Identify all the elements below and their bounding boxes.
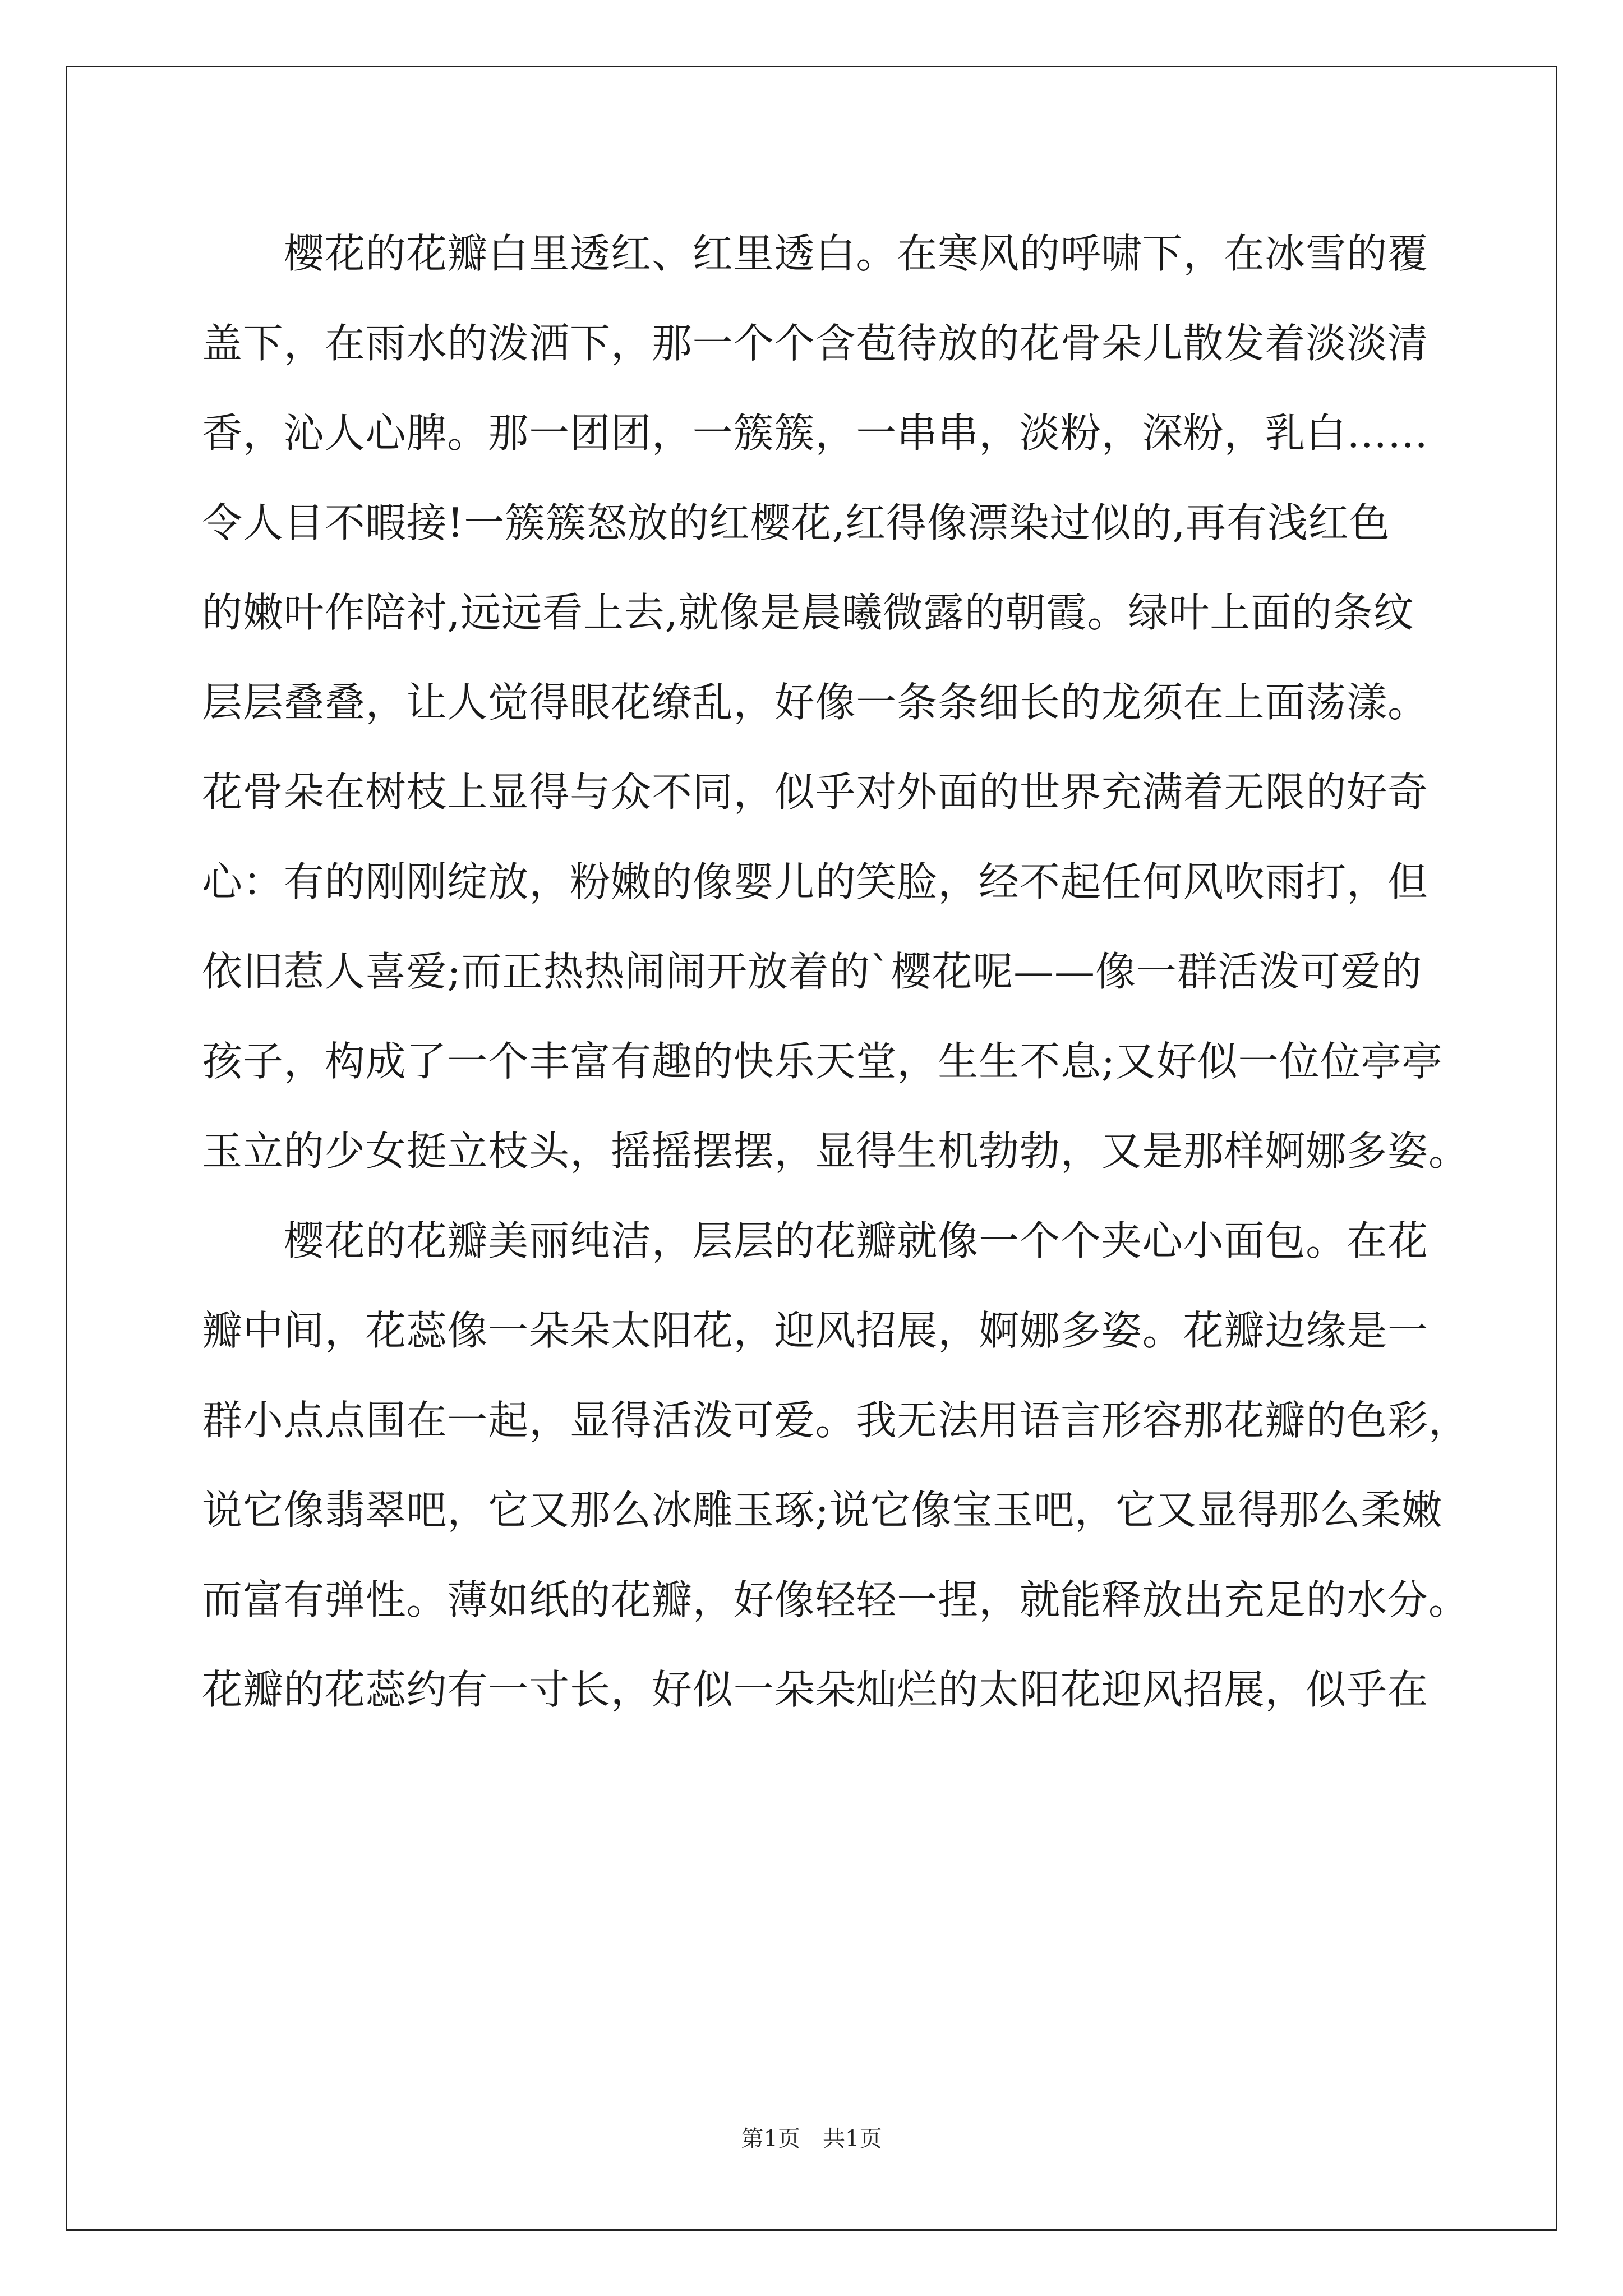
text-line: 孩子，构成了一个丰富有趣的快乐天堂，生生不息;又好似一位位亭亭 <box>202 1038 1443 1085</box>
text-line: 群小点点围在一起，显得活泼可爱。我无法用语言形容那花瓣的色彩， <box>202 1397 1469 1444</box>
page-number-footer: 第1页 共1页 <box>741 2126 882 2152</box>
text-line: 玉立的少女挺立枝头，摇摇摆摆，显得生机勃勃，又是那样婀娜多姿。 <box>202 1128 1469 1175</box>
text-line: 说它像翡翠吧，它又那么冰雕玉琢;说它像宝玉吧，它又显得那么柔嫩 <box>202 1487 1443 1534</box>
text-line: 花瓣的花蕊约有一寸长，好似一朵朵灿烂的太阳花迎风招展，似乎在 <box>202 1666 1429 1713</box>
text-line: 依旧惹人喜爱;而正热热闹闹开放着的`樱花呢——像一群活泼可爱的 <box>202 948 1423 995</box>
text-line: 瓣中间，花蕊像一朵朵太阳花，迎风招展，婀娜多姿。花瓣边缘是一 <box>202 1307 1429 1354</box>
text-line: 盖下，在雨水的泼洒下，那一个个含苞待放的花骨朵儿散发着淡淡清 <box>202 320 1429 367</box>
text-line: 的嫩叶作陪衬,远远看上去,就像是晨曦微露的朝霞。绿叶上面的条纹 <box>202 589 1414 636</box>
text-line: 层层叠叠，让人觉得眼花缭乱，好像一条条细长的龙须在上面荡漾。 <box>202 679 1429 726</box>
text-line: 而富有弹性。薄如纸的花瓣，好像轻轻一捏，就能释放出充足的水分。 <box>202 1576 1469 1623</box>
text-line: 花骨朵在树枝上显得与众不同，似乎对外面的世界充满着无限的好奇 <box>202 769 1429 816</box>
text-line: 樱花的花瓣美丽纯洁，层层的花瓣就像一个个夹心小面包。在花 <box>202 1217 1429 1264</box>
text-line: 樱花的花瓣白里透红、红里透白。在寒风的呼啸下，在冰雪的覆 <box>202 230 1429 277</box>
text-line: 香，沁人心脾。那一团团，一簇簇，一串串，淡粉，深粉，乳白…… <box>202 409 1429 457</box>
document-body <box>202 209 1469 1734</box>
text-line: 心：有的刚刚绽放，粉嫩的像婴儿的笑脸，经不起任何风吹雨打，但 <box>202 858 1429 905</box>
text-line: 令人目不暇接!一簇簇怒放的红樱花,红得像漂染过似的,再有浅红色 <box>202 499 1390 546</box>
